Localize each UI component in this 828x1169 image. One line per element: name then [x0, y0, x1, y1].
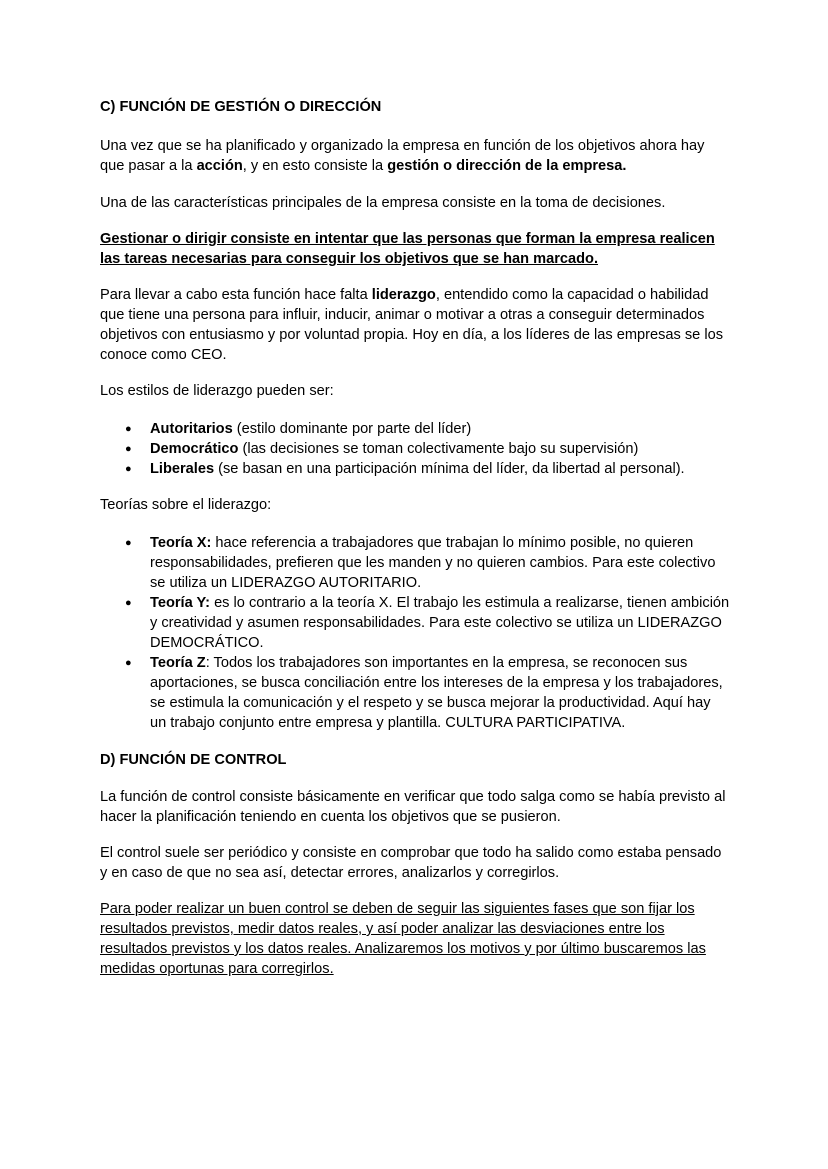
list-item-desc: : Todos los trabajadores son importantes en la empresa, se reconocen sus aportaciones, se busca conciliación entre los intereses de la empresa y los trabajadores, se estimula la comunicación y el respeto y se busca mejorar la productividad. Aquí hay un trabajo conjunto entre empresa y plantilla. CULTURA PARTICIPATIVA. [150, 655, 723, 731]
list-item [150, 593, 730, 653]
section-d-title: D) FUNCIÓN DE CONTROL [100, 752, 287, 768]
intro-bold-gestion: gestión o dirección de la empresa. [387, 158, 627, 174]
definition-paragraph [100, 229, 730, 269]
list-item-term: Teoría Y: [150, 595, 211, 611]
list-item [150, 653, 730, 733]
list-item-term: Autoritarios [150, 421, 233, 437]
control-periodic-paragraph: El control suele ser periódico y consiste en comprobar que todo ha salido como estaba pensado y en caso de que no sea así, detectar errores, analizarlos y corregirlos. [100, 845, 722, 881]
intro-text-b: , y en esto consiste la [242, 158, 388, 174]
definition-text: Gestionar o dirigir consiste en intentar que las personas que forman la empresa realicen las tareas necesarias para conseguir los objetivos que se han marcado. [100, 231, 715, 267]
control-phases-paragraph: Para poder realizar un buen control se deben de seguir las siguientes fases que son fijar los resultados previstos, medir datos reales, y así poder analizar las desviaciones entre los resultados previstos y los datos reales. Analizaremos los motivos y por último buscaremos las medidas oportunas para corregirlos. [100, 901, 706, 977]
list-item [150, 459, 730, 479]
intro-text-a: Una vez que se ha planificado y organizado la empresa en función de los objetivos ahora hay que pasar a la [100, 138, 705, 174]
styles-intro: Los estilos de liderazgo pueden ser: [100, 383, 334, 399]
document-page [100, 96, 730, 995]
decisions-paragraph: Una de las características principales de la empresa consiste en la toma de decisiones. [100, 195, 666, 211]
list-item [150, 533, 730, 593]
list-item-desc: hace referencia a trabajadores que trabajan lo mínimo posible, no quieren responsabilidades, prefieren que les manden y no quieren cambios. Para este colectivo se utiliza un LIDERAZGO AUTORITARIO. [150, 535, 716, 591]
list-item [150, 419, 730, 439]
leadership-bold: liderazgo [371, 287, 436, 303]
leadership-styles-list [100, 419, 730, 479]
theories-intro: Teorías sobre el liderazgo: [100, 497, 272, 513]
control-definition-paragraph: La función de control consiste básicamente en verificar que todo salga como se había previsto al hacer la planificación teniendo en cuenta los objetivos que se pusieron. [100, 789, 726, 825]
list-item-term: Teoría X: [150, 535, 212, 551]
leadership-text-b: , entendido como la capacidad o habilidad que tiene una persona para influir, inducir, animar o motivar a otras a conseguir determinados objetivos con entusiasmo y por voluntad propia. Hoy en día, a los líderes de las empresas se los conoce como CEO. [100, 287, 724, 363]
list-item-desc: (se basan en una participación mínima del líder, da libertad al personal). [214, 461, 685, 477]
leadership-paragraph [100, 285, 730, 365]
list-item-term: Democrático [150, 441, 239, 457]
list-item-desc: es lo contrario a la teoría X. El trabajo les estimula a realizarse, tienen ambición y creatividad y asumen responsabilidades. Para este colectivo se utiliza un LIDERAZGO DEMOCRÁTICO. [150, 595, 730, 651]
list-item-term: Liberales [150, 461, 215, 477]
list-item-desc: (estilo dominante por parte del líder) [232, 421, 472, 437]
list-item [150, 439, 730, 459]
intro-bold-accion: acción [196, 158, 243, 174]
list-item-term: Teoría Z [150, 655, 206, 671]
leadership-theories-list [100, 533, 730, 733]
section-c-title: C) FUNCIÓN DE GESTIÓN O DIRECCIÓN [100, 99, 382, 115]
list-item-desc: (las decisiones se toman colectivamente bajo su supervisión) [238, 441, 639, 457]
section-c-intro-paragraph [100, 136, 730, 176]
leadership-text-a: Para llevar a cabo esta función hace falta [100, 287, 372, 303]
